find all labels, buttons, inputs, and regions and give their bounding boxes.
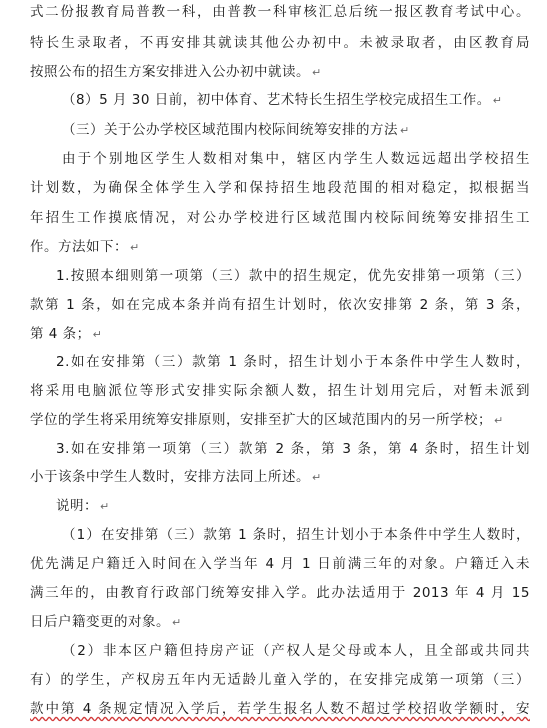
text-line [30, 700, 530, 718]
paragraph-mark: ↵ [312, 471, 322, 484]
line-text: 3.如在安排第一项第（三）款第 2 条，第 3 条，第 4 条时，招生计划 [56, 441, 530, 457]
text-line [62, 91, 547, 110]
text-line [30, 63, 530, 82]
paragraph-mark: ↵ [130, 241, 140, 254]
line-text: （2）非本区户籍但持房产证（产权人是父母或本人，且全部或共同共 [62, 643, 530, 659]
line-text: 学位的学生将采用统筹安排原则，安排至扩大的区域范围内的另一所学校； [30, 412, 492, 428]
line-text: 1.按照本细则第一项第（三）款中的招生规定，优先安排第一项第（三） [56, 268, 530, 284]
line-text: （8）5 月 30 日前，初中体育、艺术特长生招生学校完成招生工作。 [62, 92, 491, 108]
line-text: 说明： [56, 498, 98, 514]
line-text: 将采用电脑派位等形式安排实际余额人数，招生计划用完后，对暂未派到 [30, 383, 530, 399]
line-text: 式二份报教育局普教一科，由普教一科审核汇总后统一报区教育考试中心。 [30, 4, 530, 20]
paragraph-mark: ↵ [492, 94, 503, 107]
line-text: 特长生录取者，不再安排其就读其他公办初中。未被录取者，由区教育局 [30, 35, 530, 51]
paragraph-mark: ↵ [172, 616, 182, 629]
line-text: 日后户籍变更的对象。 [30, 614, 170, 630]
line-text: 有）的学生，产权房五年内无适龄儿童入学的，在安排完成第一项第（三） [30, 672, 530, 688]
text-line [30, 34, 530, 52]
line-text: 计划数，为确保全体学生入学和保持招生地段范围的相对稳定，拟根据当 [30, 180, 530, 196]
line-text: 款第 1 条，如在完成本条并尚有招生计划时，依次安排第 2 条，第 3 条， [30, 297, 530, 313]
text-line [30, 613, 530, 632]
text-line [30, 411, 530, 430]
text-line [56, 440, 530, 458]
text-line [56, 353, 530, 371]
text-line [30, 671, 530, 689]
text-line [62, 526, 530, 544]
line-text: 款中第 4 条规定情况入学后，若学生报名人数不超过学校招收学额时，安 [30, 701, 530, 717]
line-text: 小于该条中学生人数时，安排方法同上所述。 [30, 469, 310, 485]
text-line [30, 382, 530, 400]
line-text: 2.如在安排第（三）款第 1 条时，招生计划小于本条件中学生人数时， [56, 354, 530, 370]
text-line [30, 209, 530, 227]
text-line [30, 296, 530, 314]
line-text: 满三年的，由教育行政部门统筹安排入学。此办法适用于 2013 年 4 月 15 [30, 585, 530, 601]
text-line [56, 497, 547, 516]
text-line [30, 238, 530, 257]
paragraph-mark: ↵ [92, 328, 103, 341]
line-text: 作。方法如下： [30, 239, 128, 255]
line-text: 年招生工作摸底情况，对公办学校进行区域范围内校际间统筹安排招生工 [30, 210, 530, 226]
text-line [30, 584, 530, 602]
line-text: 第 4 条； [30, 326, 91, 342]
paragraph-mark: ↵ [400, 124, 410, 137]
line-text: 按照公布的招生方案安排进入公办初中就读。 [30, 64, 310, 80]
text-line [62, 121, 547, 140]
paragraph-mark: ↵ [100, 500, 110, 513]
text-line [30, 179, 530, 197]
text-line [30, 555, 530, 573]
paragraph-mark: ↵ [312, 66, 322, 79]
text-line [56, 267, 530, 285]
line-text: （三）关于公办学校区域范围内校际间统筹安排的方法 [62, 122, 398, 138]
text-line [30, 468, 530, 487]
text-line [62, 150, 530, 168]
paragraph-mark: ↵ [494, 414, 504, 427]
line-text: （1）在安排第（三）款第 1 条时，招生计划小于本条件中学生人数时， [62, 527, 530, 543]
text-line [62, 642, 530, 660]
line-text: 优先满足户籍迁入时间在入学当年 4 月 1 日前满三年的对象。户籍迁入未 [30, 556, 530, 572]
line-text: 由于个别地区学生人数相对集中，辖区内学生人数远远超出学校招生 [62, 151, 530, 167]
text-line [30, 3, 530, 21]
text-line [30, 325, 530, 344]
